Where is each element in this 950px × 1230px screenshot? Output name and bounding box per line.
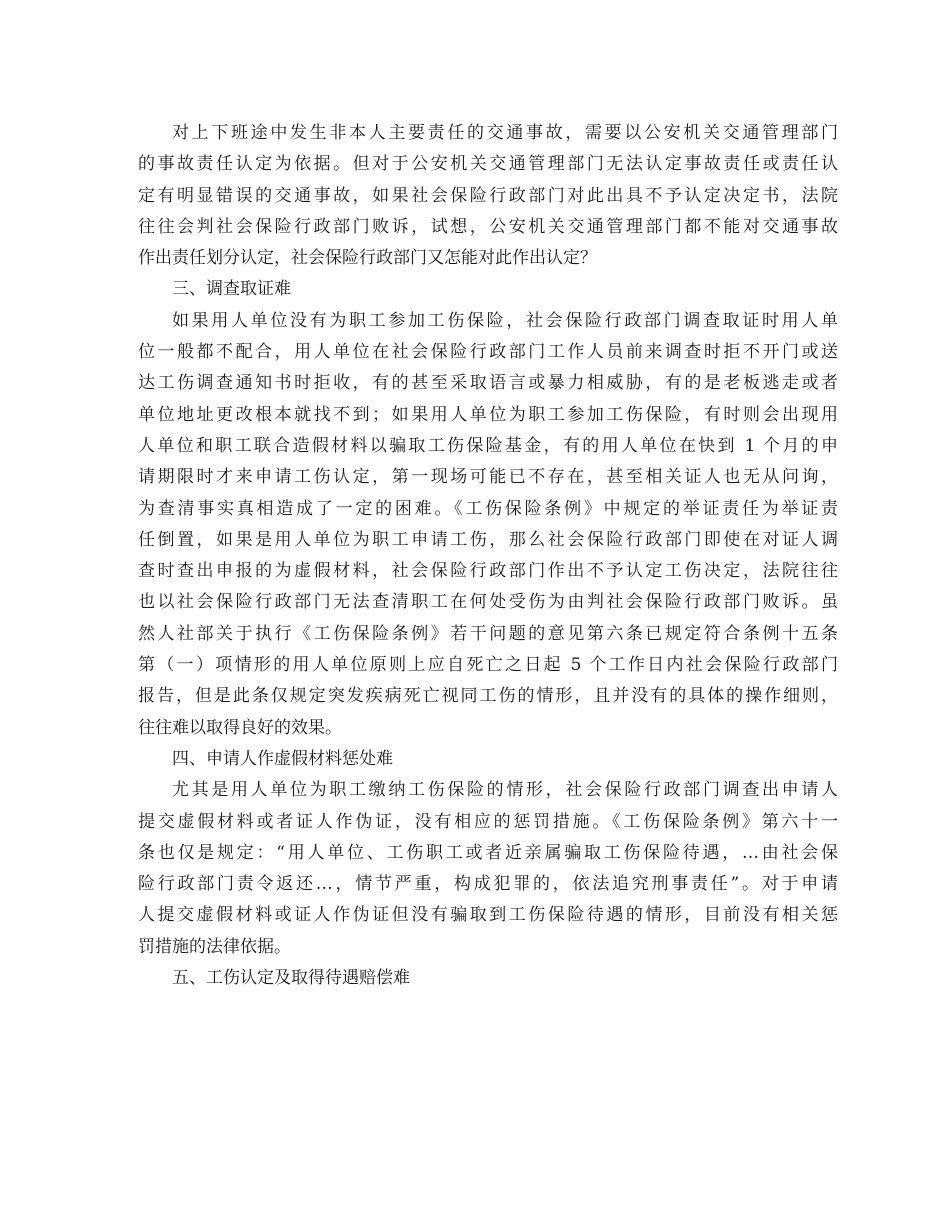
text-line: 条也仅是规定：“用人单位、工伤职工或者近亲属骗取工伤保险待遇，…由社会保 (138, 842, 838, 863)
text-line: 位一般都不配合，用人单位在社会保险行政部门工作人员前来调查时拒不开门或送 (138, 342, 838, 363)
text-line: 定有明显错误的交通事故，如果社会保险行政部门对此出具不予认定决定书，法院 (138, 185, 838, 206)
text-line: 人单位和职工联合造假材料以骗取工伤保险基金，有的用人单位在快到 1 个月的申 (138, 435, 838, 456)
text-line: 然人社部关于执行《工伤保险条例》若干问题的意见第六条已规定符合条例十五条 (138, 623, 838, 644)
text-line: 作出责任划分认定，社会保险行政部门又怎能对此作出认定？ (138, 248, 597, 269)
text-line: 提交虚假材料或者证人作伪证，没有相应的惩罚措施。《工伤保险条例》第六十一 (138, 811, 838, 832)
text-line: 第（一）项情形的用人单位原则上应自死亡之日起 5 个工作日内社会保险行政部门 (138, 655, 838, 676)
paragraph (138, 775, 838, 963)
section-heading: 三、调查取证难 (172, 279, 291, 300)
text-line: 也以社会保险行政部门无法查清职工在何处受伤为由判社会保险行政部门败诉。虽 (138, 592, 838, 613)
text-line: 的事故责任认定为依据。但对于公安机关交通管理部门无法认定事故责任或责任认 (138, 154, 838, 175)
text-line: 报告，但是此条仅规定突发疾病死亡视同工伤的情形，且并没有的具体的操作细则， (138, 686, 838, 707)
text-line: 险行政部门责令返还…，情节严重，构成犯罪的，依法追究刑事责任”。对于申请 (138, 874, 838, 895)
text-line: 尤其是用人单位为职工缴纳工伤保险的情形，社会保险行政部门调查出申请人 (172, 780, 838, 801)
text-line: 达工伤调查通知书时拒收，有的甚至采取语言或暴力相威胁，有的是老板逃走或者 (138, 373, 838, 394)
text-line: 往往难以取得良好的效果。 (138, 717, 342, 738)
section-heading: 四、申请人作虚假材料惩处难 (172, 748, 393, 769)
section-heading: 五、工伤认定及取得待遇赔偿难 (172, 968, 410, 989)
text-line: 如果用人单位没有为职工参加工伤保险，社会保险行政部门调查取证时用人单 (172, 310, 838, 331)
text-line: 往往会判社会保险行政部门败诉，试想，公安机关交通管理部门都不能对交通事故 (138, 216, 838, 237)
text-line: 请期限时才来申请工伤认定，第一现场可能已不存在，甚至相关证人也无从问询， (138, 467, 838, 488)
document-page (138, 118, 838, 994)
text-line: 人提交虚假材料或证人作伪证但没有骗取到工伤保险待遇的情形，目前没有相关惩 (138, 905, 838, 926)
text-line: 查时查出申报的为虚假材料，社会保险行政部门作出不予认定工伤决定，法院往往 (138, 561, 838, 582)
text-line: 为查清事实真相造成了一定的困难。《工伤保险条例》中规定的举证责任为举证责 (138, 498, 838, 519)
text-line: 任倒置，如果是用人单位为职工申请工伤，那么社会保险行政部门即使在对证人调 (138, 529, 838, 550)
text-line: 单位地址更改根本就找不到；如果用人单位为职工参加工伤保险，有时则会出现用 (138, 404, 838, 425)
paragraph (138, 306, 838, 744)
text-line: 对上下班途中发生非本人主要责任的交通事故，需要以公安机关交通管理部门 (172, 123, 838, 143)
text-line: 罚措施的法律依据。 (138, 936, 291, 957)
paragraph (138, 118, 838, 274)
